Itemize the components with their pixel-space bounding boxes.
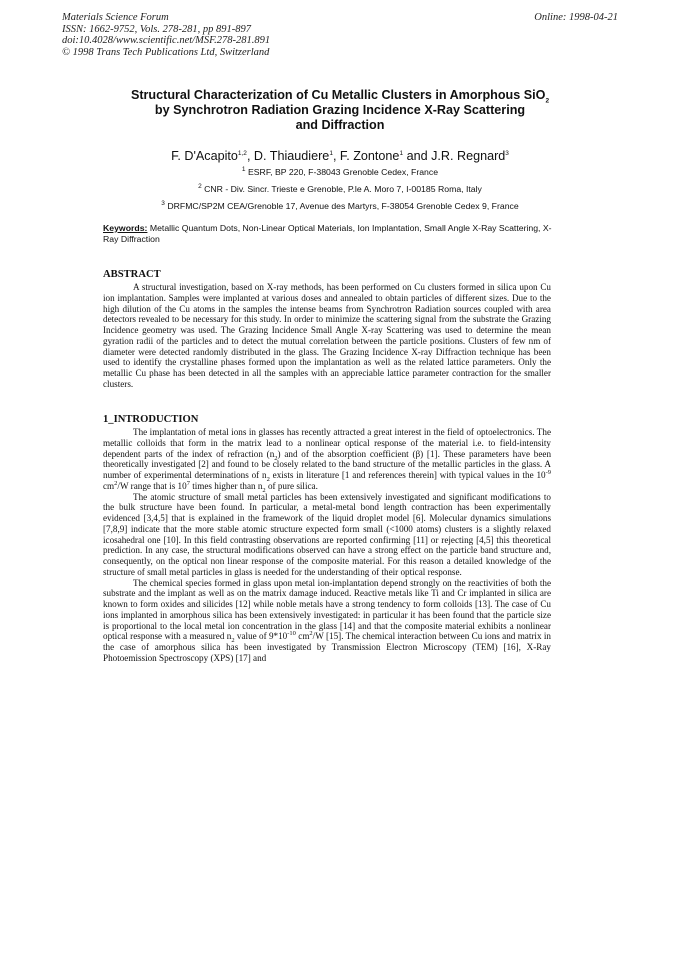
author-2: , D. Thiaudiere xyxy=(246,149,330,163)
copyright-line: © 1998 Trans Tech Publications Ltd, Switzerland xyxy=(62,46,270,58)
online-date xyxy=(534,12,618,24)
abstract-body xyxy=(103,282,551,390)
author-3: , F. Zontone xyxy=(332,149,400,163)
author-list: F. D'Acapito$^{1,2}$, D. Thiaudiere$^1$, F. Zontone$^1$ and J.R. Regnard$^3$ xyxy=(171,149,509,163)
affiliation-2: $^2$ CNR - Div. Sincr. Trieste e Grenoble, P.le A. Moro 7, I-00185 Roma, Italy xyxy=(198,183,482,194)
introduction-body xyxy=(103,427,551,664)
introduction-heading: 1_INTRODUCTION xyxy=(103,414,199,425)
intro-paragraph-3: The chemical species formed in glass upon metal ion-implantation depend strongly on the reactivities of both the substrate and the implant as well as on the matrix damage induced. Reactive metals like Ti and Cr implanted in silica are known to form oxides and silicides [12] while noble metals have a strong tendency to form colloids [13]. The case of Cu ions implanted in amorphous silica has been extensively investigated: in particular it has been found that the particle size is proportional to the local metal ion concentration in the glass [14] and that the composite material exhibits a nonlinear optical response with a measured $n_2$ value of $9*10^{-10}$ $cm^2/W$ [15]. The chemical interaction between Cu ions and matrix in the case of amorphous silica has been investigated by Transmission Electron Microscopy (TEM) [16], X-Ray Photoemission Spectroscopy (XPS) [17] and xyxy=(103,577,551,663)
intro-paragraph-2: The atomic structure of small metal particles has been extensively investigated and significant modifications to the bulk structure have been found. In particular, a metal-metal bond length contraction has been experimentally evidenced [3,4,5] that is explained in the framework of the liquid droplet model [6]. Molecular dynamics simulations [7,8,9] indicate that the more stable atomic structure expected form small (<1000 atoms) clusters is a slightly relaxed icosahedral one [10]. In this field contrasting observations are reported confirming [11] or rejecting [4,5] this theoretical prediction. In any case, the structural modifications observed can have a strong effect on the particle band structure and, consequently, on the optical non linear response of the composite material. For this reason a detailed knowledge of the structure of small metal particles in glass is needed for the understanding of their optical response. xyxy=(103,491,551,577)
abstract-heading: ABSTRACT xyxy=(103,269,161,280)
keywords-text: Metallic Quantum Dots, Non-Linear Optical Materials, Ion Implantation, Small Angle X-Ray Scattering, X-Ray Diffraction xyxy=(103,223,552,244)
intro-paragraph-1: The implantation of metal ions in glasses has recently attracted a great interest in the field of optoelectronics. The metallic colloids that form in the matrix lead to a nonlinear optical response of the material i.e. to field-intensity dependent parts of the index of refraction $(n_2)$ and of the absorption coefficient (β) [1]. These parameters have been theoretically investigated [2] and found to be closely related to the band structure of the metallic particles in the glass. A number of experimental determinations of $n_2$ exists in literature [1 and references therein] with typical values in the $10^{-9}$ $cm^2/W$ range that is $10^7$ times higher than $n_2$ of pure silica. xyxy=(103,427,552,494)
affiliation-1: $^1$ ESRF, BP 220, F-38043 Grenoble Cedex, France xyxy=(241,166,439,177)
doi-line[interactable]: doi:10.4028/www.scientific.net/MSF.278-281.891 xyxy=(62,35,271,46)
title-line-2: by Synchrotron Radiation Grazing Incidence X-Ray Scattering xyxy=(154,103,526,117)
title-line-3: and Diffraction xyxy=(295,118,385,132)
author-4: and J.R. Regnard xyxy=(403,149,506,163)
keywords-label: Keywords: xyxy=(103,223,148,233)
title-line-1: Structural Characterization of Cu Metallic Clusters in Amorphous SiO$_2$ xyxy=(130,88,550,105)
author-1: F. D'Acapito xyxy=(171,149,238,163)
affiliation-3: $^3$ DRFMC/SP2M CEA/Grenoble 17, Avenue des Martyrs, F-38054 Grenoble Cedex 9, France xyxy=(161,200,519,211)
paper-title xyxy=(90,88,590,133)
issn-line: ISSN: 1662-9752, Vols. 278-281, pp 891-897 xyxy=(62,23,251,35)
journal-header xyxy=(62,12,270,58)
abstract-paragraph: A structural investigation, based on X-ray methods, has been performed on Cu clusters formed in silica upon Cu ion implantation. Samples were implanted at various doses and annealed to obtain particles of different sizes. Due to the high dilution of the Cu atoms in the samples the intense beams from Synchrotron Radiation sources coupled with area detectors revealed to be necessary for this study. In order to minimize the scattering signal from the substrate the Grazing Incidence geometry was used. The Grazing Incidence Small Angle X-ray Scattering was used to determine the mean gyration radii of the particles and to detect the mutual correlation between the particle positions. Clusters of few nm of diameter were detected randomly distributed in the glass. The Grazing Incidence X-ray Diffraction technique has been used to identify the crystalline phases formed upon the implantation as well as the related lattice parameters. Only the metallic Cu phase has been detected in all the samples with an appreciable lattice parameter contraction for the smaller clusters. xyxy=(103,282,551,389)
keywords xyxy=(103,223,553,245)
online-date-text: Online: 1998-04-21 xyxy=(534,12,618,23)
journal-name: Materials Science Forum xyxy=(62,12,169,23)
